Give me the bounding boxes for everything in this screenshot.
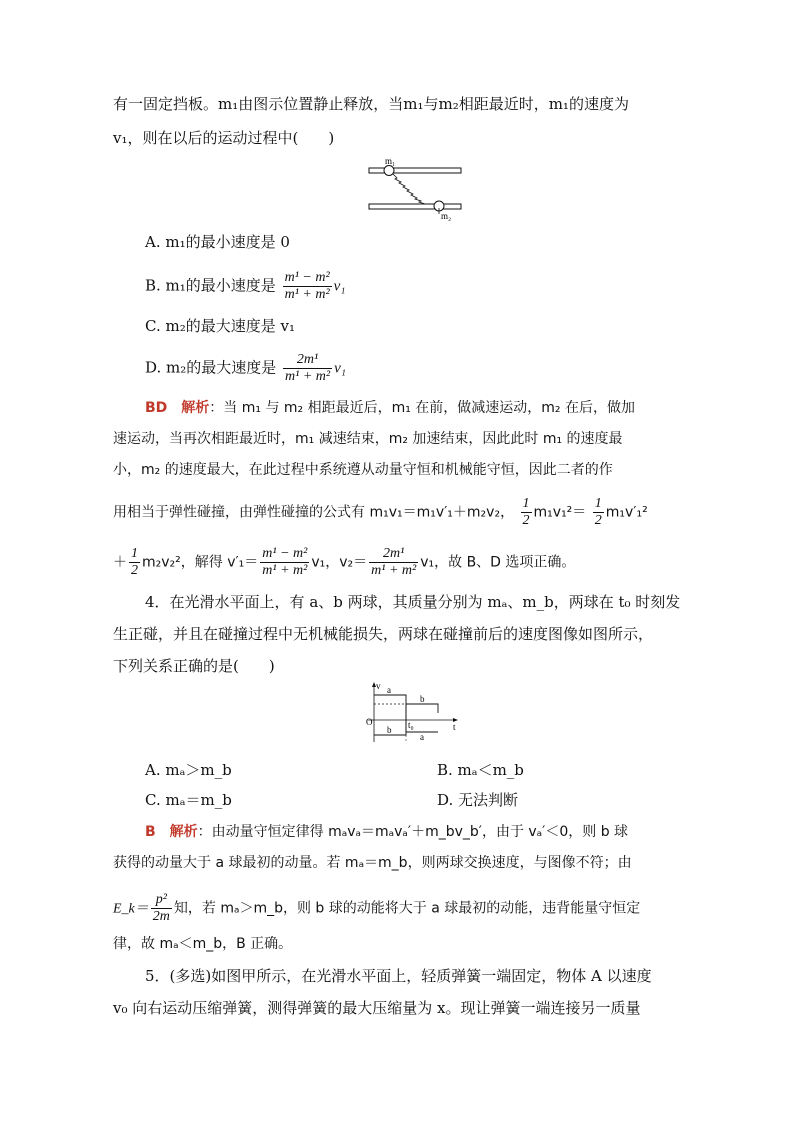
frac-num: 2m¹ [283,352,332,369]
frac-den: 2m [152,909,170,924]
q3-option-b-text: B. m₁的最小速度是 [145,276,276,295]
fig-t0-label: t₀ [408,720,414,730]
fig-t-label: t [453,722,456,732]
kinetic-energy-symbol: E_k＝ [113,901,149,917]
q3-option-d-fraction [283,352,332,385]
q3-solution-text4c: m₁v′₁² [605,504,648,521]
q4-option-b: B. mₐ＜m_b [437,761,524,779]
frac-den: m¹ + m² [284,287,330,302]
frac-den: 2 [522,513,530,528]
frac-num: 1 [522,496,530,511]
q4-answer-tag: B 解析 [145,824,198,840]
q3-solution-line5 [113,546,575,579]
plus-sign: ＋ [113,554,127,571]
q3-option-a: A. m₁的最小速度是 0 [145,233,290,251]
half-fraction [593,496,604,529]
q4-solution-line2: 获得的动量大于 a 球最初的动量。若 mₐ＝m_b，则两球交换速度，与图像不符；由 [113,855,632,871]
q3-option-b-v: v₁ [333,278,346,295]
q3-solution-fraction1 [260,546,309,579]
q4-option-c: C. mₐ＝m_b [145,791,232,809]
q4-solution-text1: ：由动量守恒定律得 mₐvₐ＝mₐvₐ′＋m_bv_b′，由于 vₐ′＜0，则 b 球 [197,824,629,840]
half-fraction [129,546,140,579]
q3-option-d-v: v₁ [334,360,346,377]
q4-velocity-time-figure [362,680,462,748]
q3-option-d [145,352,346,385]
fig-a-label-before: a [387,685,391,695]
q3-solution-text5c: v₁，v₂＝ [311,554,368,571]
fig-v-label: v [376,681,381,691]
q4-stem-line2: 生正碰，并且在碰撞过程中无机械能损失，两球在碰撞前后的速度图像如图所示， [113,625,654,643]
q3-solution-fraction2 [369,546,418,579]
q3-solution-text5b: m₂v₂²，解得 v′₁＝ [142,554,259,571]
q3-option-b-fraction [283,270,332,303]
q3-solution-text1: ：当 m₁ 与 m₂ 相距最近后，m₁ 在前，做减速运动，m₂ 在后，做加 [209,400,635,416]
q4-stem-line3: 下列关系正确的是( ) [113,657,275,675]
fig-b-label-before: b [387,725,392,735]
q4-solution-line4: 律，故 mₐ＜m_b，B 正确。 [113,936,293,952]
q4-kinetic-fraction [151,892,172,925]
frac-den: m¹ + m² [262,563,308,578]
frac-num: m¹ − m² [284,270,330,285]
q3-answer-tag: BD 解析 [145,400,210,416]
frac-num: 2m¹ [369,546,418,563]
q3-solution-text4: 用相当于弹性碰撞，由弹性碰撞的公式有 m₁v₁＝m₁v′₁＋m₂v₂， [113,504,515,521]
frac-num: 1 [131,546,138,561]
frac-den: m¹ + m² [285,369,331,384]
q5-stem-line2: v₀ 向右运动压缩弹簧，测得弹簧的最大压缩量为 x。现让弹簧一端连接另一质量 [113,999,641,1017]
q4-solution-line1 [145,822,628,842]
q3-spring-figure [365,152,465,222]
fig-m2-label: m₂ [441,211,452,221]
fig-b-label-after: b [420,694,425,704]
q3-solution-line2: 速运动，当再次相距最近时，m₁ 减速结束，m₂ 加速结束，因此此时 m₁ 的速度最 [113,431,623,447]
q3-stem-line1: 有一固定挡板。m₁由图示位置静止释放，当m₁与m₂相距最近时，m₁的速度为 [113,95,629,113]
q3-stem-line2: v₁，则在以后的运动过程中( ) [113,129,335,147]
q3-solution-line3: 小，m₂ 的速度最大，在此过程中系统遵从动量守恒和机械能守恒，因此二者的作 [113,462,613,478]
q4-solution-text3: 知，若 mₐ＞m_b，则 b 球的动能将大于 a 球最初的动能，违背能量守恒定 [173,900,641,917]
q3-solution-line1 [145,398,635,418]
frac-num: 1 [594,496,602,511]
fig-a-label-after: a [420,732,424,742]
frac-num: p² [151,892,172,909]
q4-solution-line3 [113,892,640,925]
q5-stem-line1: 5．(多选)如图甲所示，在光滑水平面上，轻质弹簧一端固定，物体 A 以速度 [145,967,652,985]
q3-option-d-text: D. m₂的最大速度是 [145,358,277,377]
fig-origin-label: O [366,717,373,727]
q3-solution-line4 [113,496,648,529]
half-fraction [521,496,532,529]
fig-m1-label: m₁ [385,156,396,166]
q3-solution-text4b: m₁v₁²＝ [533,504,587,521]
frac-den: 2 [594,513,602,528]
frac-den: m¹ + m² [371,563,417,578]
frac-den: 2 [131,563,138,578]
q4-option-d: D. 无法判断 [437,791,519,809]
q3-solution-text5d: v₁，故 B、D 选项正确。 [420,554,576,571]
frac-num: m¹ − m² [262,546,308,561]
q4-stem-line1: 4．在光滑水平面上，有 a、b 两球，其质量分别为 mₐ、m_b，两球在 t₀ 时刻发 [145,593,681,611]
q3-option-b [145,270,346,303]
q3-option-c: C. m₂的最大速度是 v₁ [145,317,295,335]
q4-option-a: A. mₐ＞m_b [145,761,232,779]
